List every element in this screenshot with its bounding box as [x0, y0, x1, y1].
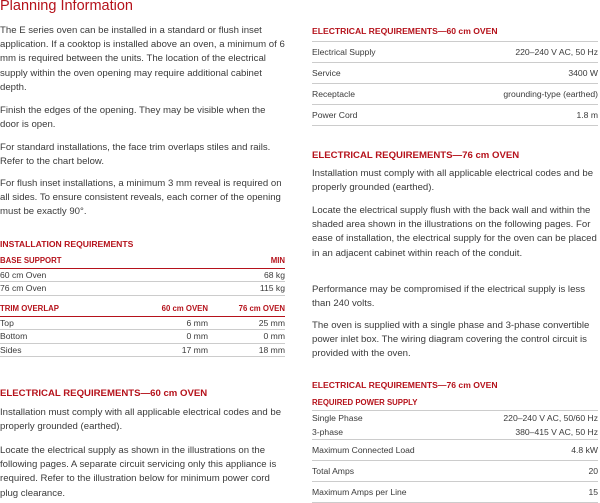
- electrical-60cm-title: ELECTRICAL REQUIREMENTS—60 cm OVEN: [0, 388, 208, 399]
- min-header: MIN: [270, 256, 285, 265]
- intro-paragraph: The E series oven can be installed in a standard or flush inset application. If a cooktop is installed above an oven, a minimum of 6 mm is required between the units. The location of the electrical supply within the oven opening may require additional cabinet depth.: [0, 25, 285, 93]
- electrical-76cm-inlet-paragraph: The oven is supplied with a single phase and 3-phase convertible power inlet box. The wiring diagram covering the control circuit is provided with the oven.: [312, 320, 590, 360]
- required-power-supply-header: REQUIRED POWER SUPPLY: [312, 398, 418, 407]
- trim-overlap-header-row: [0, 303, 285, 317]
- required-power-supply-header-row: [312, 396, 598, 411]
- row-label: Service: [312, 68, 341, 78]
- table-row: [312, 42, 598, 63]
- table-row: [0, 330, 285, 344]
- row-value: 4.8 kW: [571, 445, 598, 455]
- trim-overlap-header: TRIM OVERLAP: [0, 304, 59, 313]
- table-row: [0, 317, 285, 331]
- row-value-76: 25 mm: [258, 317, 285, 328]
- col-76cm-header: 76 cm OVEN: [238, 304, 285, 313]
- electrical-76cm-locate-paragraph: Locate the electrical supply flush with the back wall and within the shaded area shown in the illustrations on the following pages. For ease of installation, the electrical supply for the oven can be placed in an adjacent cabinet within reach of the conduit.: [312, 205, 597, 259]
- row-label: Electrical Supply: [312, 47, 376, 57]
- base-support-table: [0, 255, 285, 296]
- page-title: Planning Information: [0, 0, 133, 14]
- row-label: Power Cord: [312, 110, 358, 120]
- standard-install-paragraph: For standard installations, the face trim overlaps stiles and rails. Refer to the chart below.: [0, 142, 271, 168]
- row-value-60: 0 mm: [186, 331, 208, 341]
- row-value-60: 17 mm: [181, 344, 208, 355]
- table-row: [312, 440, 598, 461]
- row-label: Top: [0, 317, 14, 328]
- row-label: Bottom: [0, 331, 28, 341]
- row-value: 15: [588, 487, 598, 497]
- electrical-76cm-code-paragraph: Installation must comply with all applicable electrical codes and be properly grounded (earthed).: [312, 168, 594, 194]
- table-row: [312, 105, 598, 126]
- col-60cm-header: 60 cm OVEN: [161, 304, 208, 313]
- row-label: 3-phase: [312, 427, 344, 437]
- table-row: [0, 282, 285, 296]
- row-value: 380–415 V AC, 50 Hz: [515, 427, 598, 437]
- row-label: 76 cm Oven: [0, 283, 47, 293]
- row-value: 3400 W: [568, 68, 598, 78]
- row-value-76: 0 mm: [263, 331, 285, 341]
- row-value: 68 kg: [263, 269, 285, 280]
- row-value: 20: [588, 466, 598, 476]
- electrical-60cm-supply-paragraph: Locate the electrical supply as shown in the illustrations on the following pages. A separate circuit servicing only this appliance is required. Refer to the illustration below for minimum power cord plug clearance.: [0, 445, 277, 499]
- row-value-76: 18 mm: [258, 344, 285, 355]
- finish-edges-paragraph: Finish the edges of the opening. They may be visible when the door is open.: [0, 105, 266, 131]
- table-60cm-title: ELECTRICAL REQUIREMENTS—60 cm OVEN: [312, 26, 498, 36]
- row-value: 220–240 V AC, 50 Hz: [515, 47, 598, 57]
- base-support-header: BASE SUPPORT: [0, 256, 62, 265]
- table-row: [312, 84, 598, 105]
- row-value: 1.8 m: [576, 110, 598, 120]
- installation-requirements-title: INSTALLATION REQUIREMENTS: [0, 239, 134, 249]
- row-label: 60 cm Oven: [0, 269, 47, 280]
- row-value: grounding-type (earthed): [503, 89, 598, 99]
- electrical-60cm-code-paragraph: Installation must comply with all applicable electrical codes and be properly grounded (earthed).: [0, 407, 282, 433]
- table-row: [312, 425, 598, 440]
- electrical-60cm-table: [312, 41, 598, 126]
- table-row: [312, 63, 598, 84]
- electrical-76cm-table: [312, 396, 598, 503]
- row-label: Single Phase: [312, 413, 363, 423]
- electrical-76cm-performance-paragraph: Performance may be compromised if the electrical supply is less than 240 volts.: [312, 284, 585, 310]
- table-row: [0, 269, 285, 283]
- row-value-60: 6 mm: [186, 317, 208, 328]
- electrical-76cm-title: ELECTRICAL REQUIREMENTS—76 cm OVEN: [312, 150, 520, 161]
- table-76cm-title: ELECTRICAL REQUIREMENTS—76 cm OVEN: [312, 380, 498, 390]
- base-support-header-row: [0, 255, 285, 269]
- table-row: [312, 461, 598, 482]
- row-label: Maximum Connected Load: [312, 445, 415, 455]
- row-value: 115 kg: [259, 283, 285, 293]
- row-label: Sides: [0, 344, 22, 355]
- table-row: [0, 344, 285, 358]
- trim-overlap-table: [0, 303, 285, 357]
- row-label: Receptacle: [312, 89, 355, 99]
- row-label: Total Amps: [312, 466, 355, 476]
- row-value: 220–240 V AC, 50/60 Hz: [503, 413, 598, 423]
- table-row: [312, 411, 598, 425]
- row-label: Maximum Amps per Line: [312, 487, 407, 497]
- table-row: [312, 482, 598, 503]
- flush-inset-paragraph: For flush inset installations, a minimum 3 mm reveal is required on all sides. To ensure consistent reveals, each corner of the opening must be exactly 90°.: [0, 178, 282, 218]
